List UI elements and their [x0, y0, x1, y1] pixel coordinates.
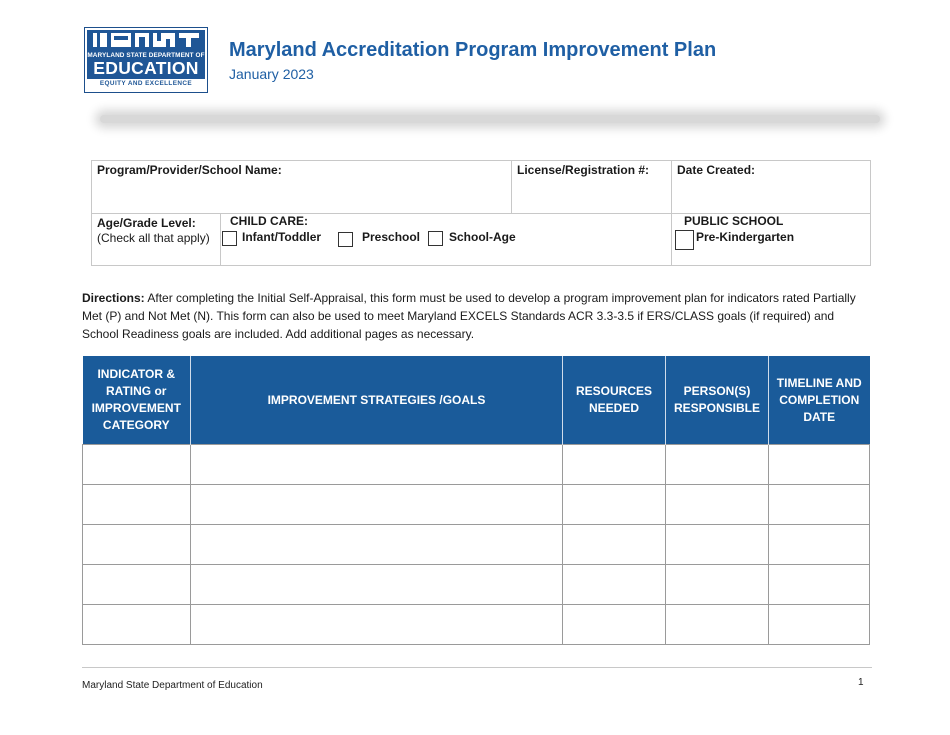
table-cell[interactable]: [769, 525, 870, 565]
directions-label: Directions:: [82, 291, 145, 305]
date-created-field[interactable]: Date Created:: [677, 163, 756, 177]
header-indicator-rating: INDICATOR & RATING or IMPROVEMENT CATEGORY: [83, 356, 191, 445]
table-cell[interactable]: [769, 605, 870, 645]
divider: [220, 213, 221, 265]
school-age-checkbox[interactable]: [428, 231, 443, 246]
directions-paragraph: [82, 289, 872, 343]
school-age-label: School-Age: [449, 230, 516, 244]
preschool-label: Preschool: [362, 230, 421, 244]
header-timeline-completion: TIMELINE AND COMPLETION DATE: [769, 356, 870, 445]
table-cell[interactable]: [563, 525, 666, 565]
table-cell[interactable]: [769, 485, 870, 525]
age-grade-hint: (Check all that apply): [97, 231, 210, 245]
table-cell[interactable]: [769, 565, 870, 605]
table-cell[interactable]: [563, 485, 666, 525]
table-row: [83, 525, 870, 565]
preschool-checkbox[interactable]: [338, 232, 353, 247]
table-row: [83, 605, 870, 645]
page-date: January 2023: [229, 66, 314, 82]
page-number: 1: [858, 677, 864, 688]
table-cell[interactable]: [83, 605, 191, 645]
table-cell[interactable]: [83, 565, 191, 605]
directions-text: After completing the Initial Self-Appraisal, this form must be used to develop a program improvement plan for indicators rated Partially Met (P) and Not Met (N). This form can also be used to meet Maryland EXCELS Standards ACR 3.3-3.5 if ERS/CLASS goals (if required) and School Readiness goals are included. Add additional pages as necessary.: [82, 291, 856, 341]
divider: [511, 161, 512, 213]
improvement-plan-table: [82, 356, 870, 645]
table-cell[interactable]: [769, 445, 870, 485]
table-header-row: [83, 356, 870, 445]
logo-band: [87, 30, 205, 79]
program-info-form: [91, 160, 871, 266]
table-cell[interactable]: [563, 565, 666, 605]
table-cell[interactable]: [191, 525, 563, 565]
logo-tagline: EQUITY AND EXCELLENCE: [99, 80, 193, 87]
header-strategies-goals: IMPROVEMENT STRATEGIES /GOALS: [191, 356, 563, 445]
table-cell[interactable]: [666, 485, 769, 525]
program-name-field[interactable]: Program/Provider/School Name:: [97, 163, 282, 177]
table-cell[interactable]: [191, 565, 563, 605]
logo-name-text: EDUCATION: [93, 58, 199, 78]
decorative-shadow-divider: [100, 115, 880, 123]
pre-kindergarten-label: Pre-Kindergarten: [696, 230, 795, 244]
table-cell[interactable]: [666, 445, 769, 485]
license-field[interactable]: License/Registration #:: [517, 163, 650, 177]
table-cell[interactable]: [666, 565, 769, 605]
table-cell[interactable]: [563, 605, 666, 645]
logo-agency-text: MARYLAND STATE DEPARTMENT OF: [87, 52, 205, 59]
table-cell[interactable]: [83, 485, 191, 525]
table-row: [83, 445, 870, 485]
table-cell[interactable]: [191, 605, 563, 645]
age-grade-label: Age/Grade Level:: [97, 216, 196, 230]
public-school-label: PUBLIC SCHOOL: [684, 214, 784, 228]
header-persons-responsible: PERSON(S) RESPONSIBLE: [666, 356, 769, 445]
table-cell[interactable]: [83, 525, 191, 565]
footer-divider: [82, 667, 872, 668]
table-row: [83, 565, 870, 605]
header-resources-needed: RESOURCES NEEDED: [563, 356, 666, 445]
maryland-flag-icon: [87, 30, 205, 50]
infant-toddler-label: Infant/Toddler: [242, 230, 322, 244]
table-cell[interactable]: [83, 445, 191, 485]
table-row: [83, 485, 870, 525]
footer-org: Maryland State Department of Education: [82, 680, 263, 691]
table-cell[interactable]: [666, 525, 769, 565]
msde-logo: [84, 27, 208, 93]
pre-kindergarten-checkbox[interactable]: [675, 230, 694, 250]
infant-toddler-checkbox[interactable]: [222, 231, 237, 246]
table-cell[interactable]: [191, 485, 563, 525]
page-title: Maryland Accreditation Program Improvement Plan: [229, 39, 717, 61]
child-care-label: CHILD CARE:: [230, 214, 308, 228]
table-cell[interactable]: [191, 445, 563, 485]
table-cell[interactable]: [563, 445, 666, 485]
table-cell[interactable]: [666, 605, 769, 645]
